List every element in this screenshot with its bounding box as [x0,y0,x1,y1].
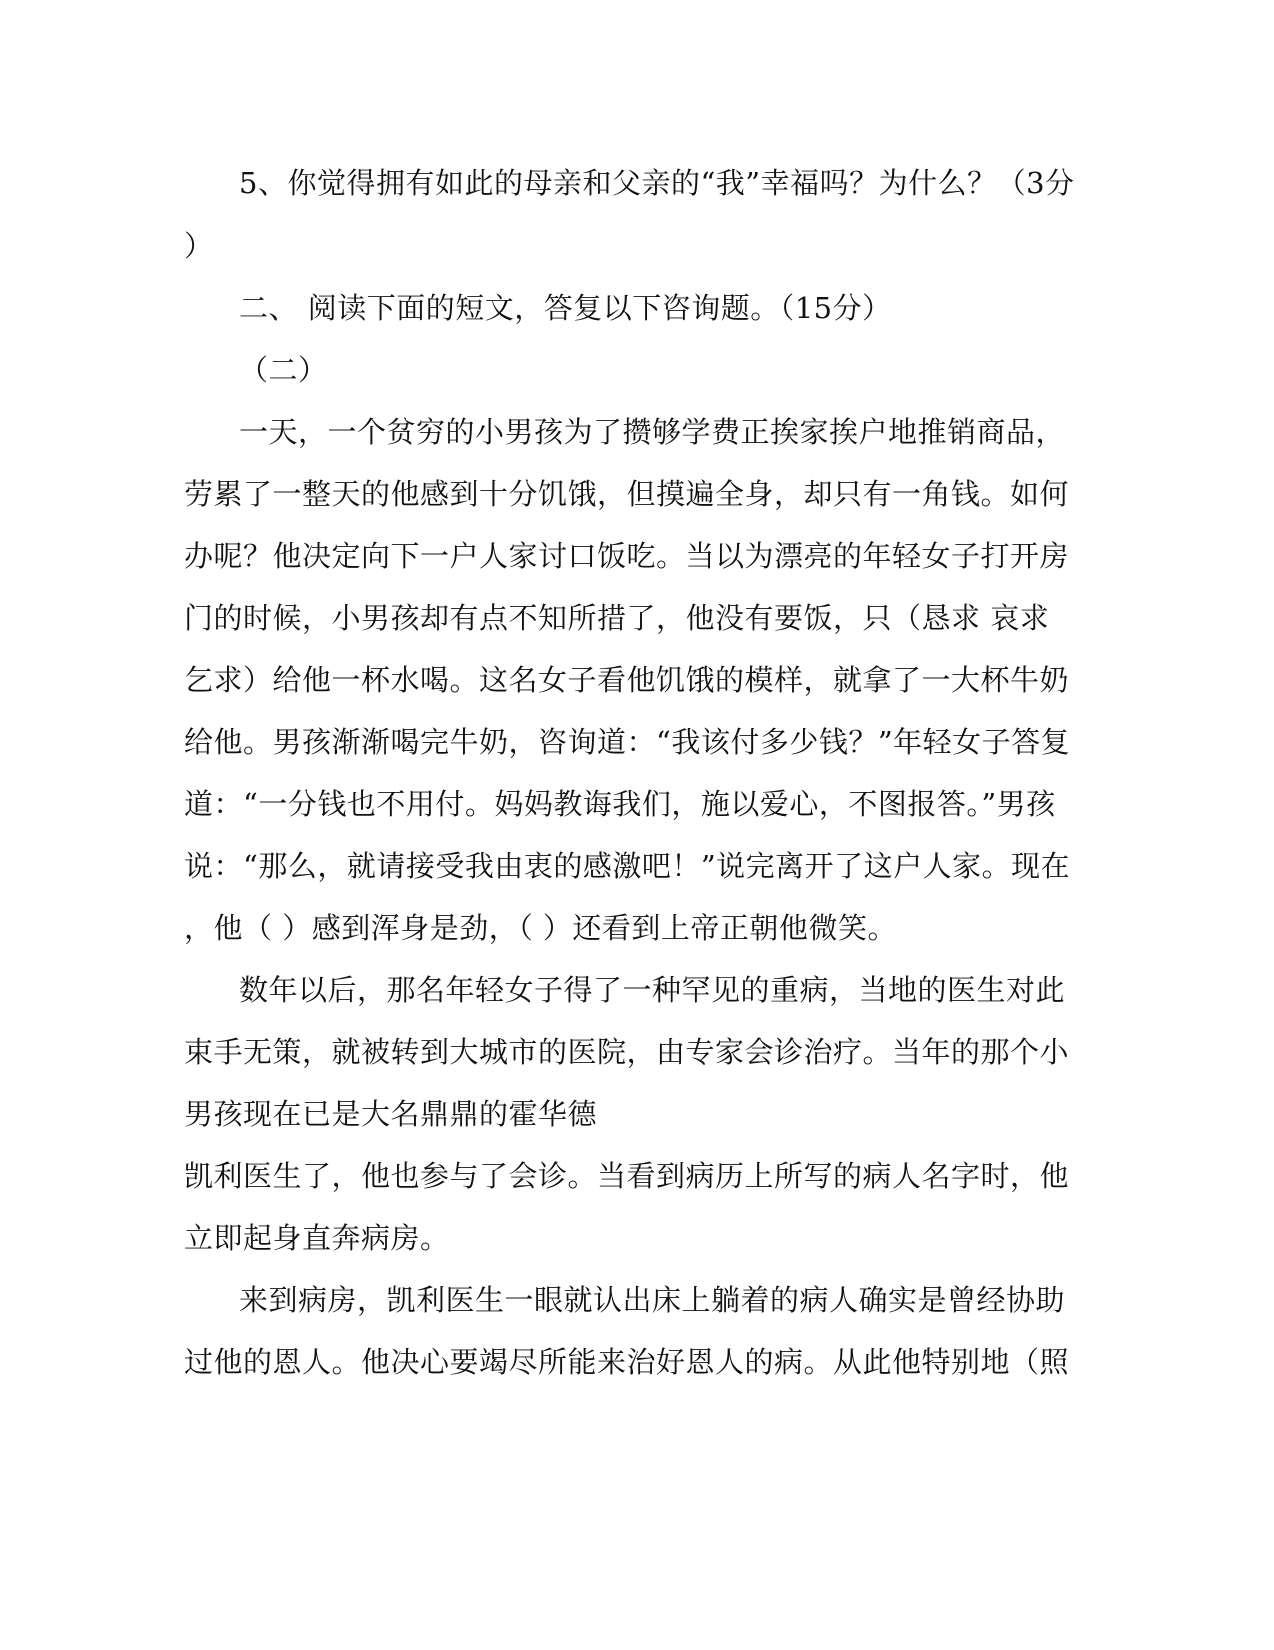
paragraph-line: 给他。男孩渐渐喝完牛奶，咨询道：“我该付多少钱？”年轻女子答复 [184,725,1071,759]
paragraph-line: 凯利医生了，他也参与了会诊。当看到病历上所写的病人名字时，他 [184,1159,1070,1193]
paragraph-line: 男孩现在已是大名鼎鼎的霍华德 [184,1097,598,1131]
paragraph-line: 束手无策，就被转到大城市的医院，由专家会诊治疗。当年的那个小 [184,1035,1070,1069]
paragraph-line: 立即起身直奔病房。 [184,1221,450,1255]
paragraph-line: 过他的恩人。他决心要竭尽所能来治好恩人的病。从此他特别地（照 [184,1345,1070,1379]
passage-number: （二） [239,353,328,387]
paragraph-line: 数年以后，那名年轻女子得了一种罕见的重病，当地的医生对此 [239,973,1066,1007]
question-5-text: 5、你觉得拥有如此的母亲和父亲的“我”幸福吗？为什么？（3分 [239,166,1075,200]
paragraph-line: 门的时候，小男孩却有点不知所措了，他没有要饭，只（恳求 哀求 [184,601,1050,635]
section-two-heading: 二、 阅读下面的短文，答复以下咨询题。（15分） [239,291,892,325]
question-5-continuation: ） [184,229,214,263]
paragraph-line: 说：“那么，就请接受我由衷的感激吧！”说完离开了这户人家。现在 [184,849,1071,883]
paragraph-line: 来到病房，凯利医生一眼就认出床上躺着的病人确实是曾经协助 [239,1283,1066,1317]
paragraph-line: 一天，一个贫穷的小男孩为了攒够学费正挨家挨户地推销商品， [239,415,1066,449]
paragraph-line: 劳累了一整天的他感到十分饥饿，但摸遍全身，却只有一角钱。如何 [184,477,1070,511]
paragraph-line: 办呢？他决定向下一户人家讨口饭吃。当以为漂亮的年轻女子打开房 [184,539,1070,573]
paragraph-line: 道：“一分钱也不用付。妈妈教诲我们，施以爱心，不图报答。”男孩 [184,787,1056,821]
paragraph-line: 乞求）给他一杯水喝。这名女子看他饥饿的模样，就拿了一大杯牛奶 [184,663,1070,697]
paragraph-line: ，他（ ）感到浑身是劲，（ ）还看到上帝正朝他微笑。 [184,911,897,945]
